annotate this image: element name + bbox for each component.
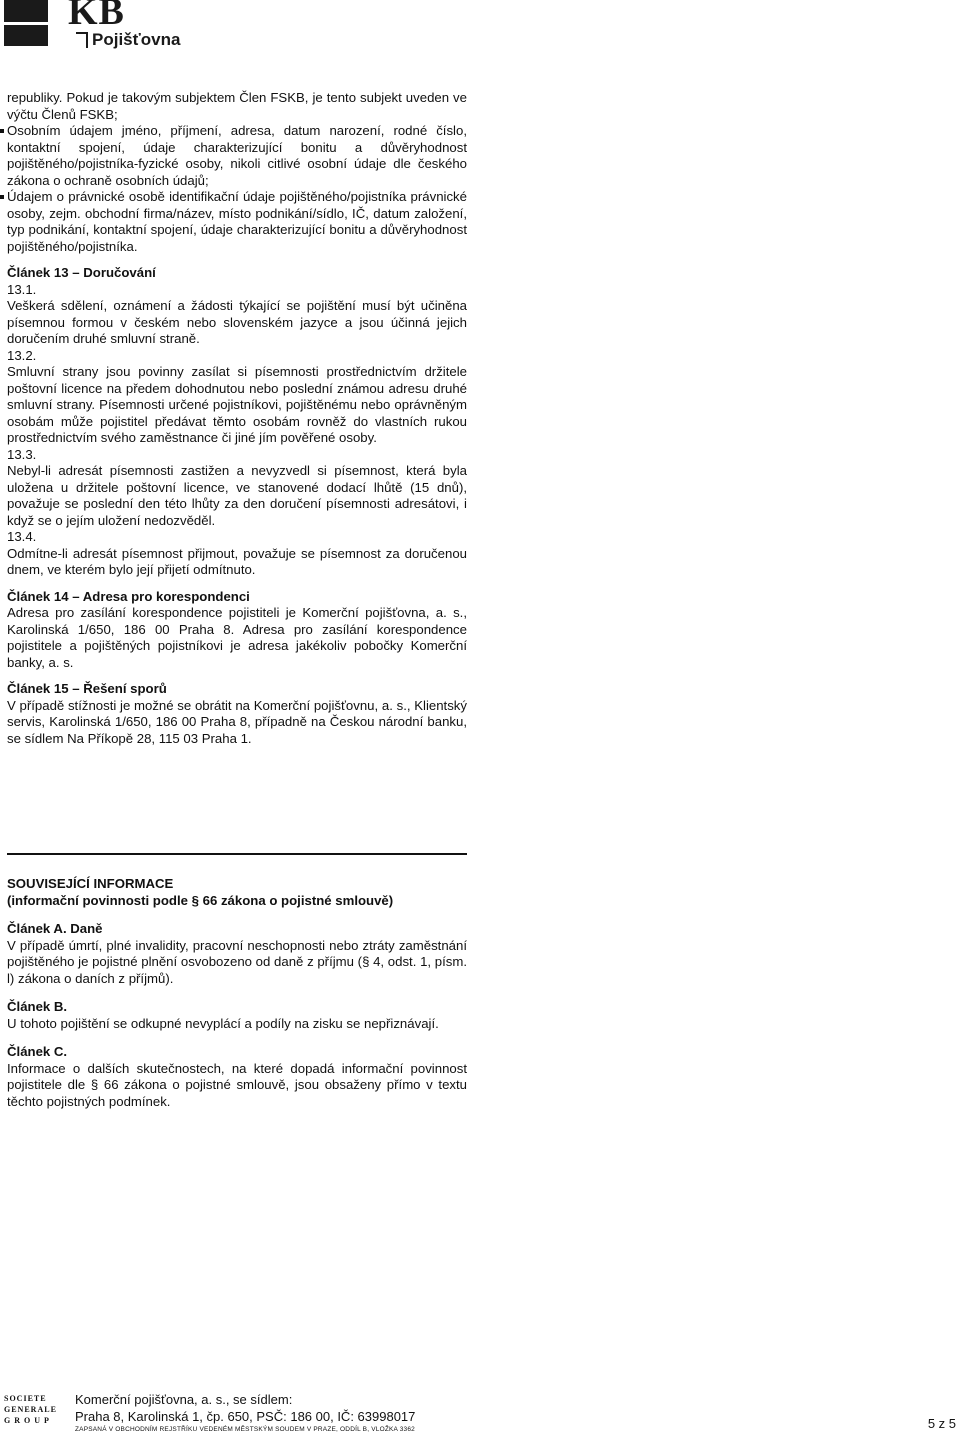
- logo-mark: [4, 0, 48, 46]
- societe-generale-logo: [4, 1393, 57, 1426]
- sg-line: G R O U P: [4, 1416, 50, 1425]
- page-number: 5 z 5: [927, 1416, 956, 1431]
- footer-company-info: [75, 1391, 415, 1434]
- article-14-heading: Článek 14 – Adresa pro korespondenci: [7, 588, 250, 604]
- article-c-text: Informace o dalších skutečnostech, na které dopadá informační povinnost pojistitele dle § 66 zákona o pojistné smlouvě, jsou obsaženy přímo v textu těchto pojistných podmínek.: [7, 1060, 467, 1109]
- logo-subtitle: Pojišťovna: [92, 30, 181, 49]
- article-c-heading: Článek C.: [7, 1044, 68, 1059]
- paragraph: republiky. Pokud je takovým subjektem Člen FSKB, je tento subjekt uveden ve výčtu Členů FSKB;: [7, 90, 467, 122]
- document-body: [7, 90, 467, 747]
- related-subtitle: (informační povinnosti podle § 66 zákona o pojistné smlouvě): [7, 892, 394, 908]
- article-15-text: V případě stížnosti je možné se obrátit na Komerční pojišťovnu, a. s., Klientský servis, Karolinská 1/650, 186 00 Praha 8, případně na Českou národní banku, se sídlem Na Příkopě 28, 115 03 Praha 1.: [7, 697, 467, 746]
- bullet-item: Osobním údajem jméno, příjmení, adresa, datum narození, rodné číslo, kontaktní spojení, údaje charakterizující bonitu a důvěryhodnost pojištěného/pojistníka-fyzické osoby, nikoli citlivé osobní údaje dle českého zákona o ochraně osobních údajů;: [7, 123, 467, 188]
- clause-text: Smluvní strany jsou povinny zasílat si písemnosti prostřednictvím držitele poštovní licence na předem dohodnutou nebo poslední známou adresu druhé smluvní strany. Písemnosti určené pojistníkovi, pojištěnému nebo oprávněným osobám může pojistitel předávat těmto osobám rovněž do vlastních rukou prostřednictvím svého zaměstnance či jiné jím pověřené osoby.: [7, 364, 467, 445]
- clause-number: 13.1.: [7, 281, 37, 297]
- clause-number: 13.3.: [7, 446, 37, 462]
- footer-address: Praha 8, Karolinská 1, čp. 650, PSČ: 186 00, IČ: 63998017: [75, 1409, 416, 1424]
- clause-number: 13.2.: [7, 347, 37, 363]
- clause-text: Nebyl-li adresát písemnosti zastižen a nevyzvedl si písemnost, která byla uložena u držitele poštovní licence, ve stanovené dodací lhůtě (15 dnů), považuje se poslední den této lhůty za den doručení písemnosti adresátovi, i když se o jejím uložení nedozvěděl.: [7, 463, 467, 528]
- article-15-heading: Článek 15 – Řešení sporů: [7, 681, 167, 696]
- footer-registry: ZAPSANÁ V OBCHODNÍM REJSTŘÍKU VEDENÉM MĚSTSKÝM SOUDEM V PRAZE, ODDÍL B, VLOŽKA 3362: [75, 1426, 415, 1433]
- related-information: [7, 876, 467, 1110]
- section-divider: [7, 853, 467, 855]
- related-title: SOUVISEJÍCÍ INFORMACE: [7, 876, 174, 891]
- clause-text: Odmítne-li adresát písemnost přijmout, považuje se písemnost za doručenou dnem, ve kterém bylo její přijetí odmítnuto.: [7, 545, 467, 577]
- sg-line: GENERALE: [4, 1405, 57, 1414]
- article-b-text: U tohoto pojištění se odkupné nevyplácí a podíly na zisku se nepřiznávají.: [7, 1015, 439, 1031]
- clause-text: Veškerá sdělení, oznámení a žádosti týkající se pojištění musí být učiněna písemnou formou v českém nebo slovenském jazyce a jsou účinná jejich doručením druhé smluvní straně.: [7, 298, 467, 346]
- footer-company: Komerční pojišťovna, a. s., se sídlem:: [75, 1392, 293, 1407]
- logo-kb-text: KB: [68, 0, 125, 33]
- article-14-text: Adresa pro zasílání korespondence pojistiteli je Komerční pojišťovna, a. s., Karolinská 1/650, 186 00 Praha 8. Adresa pro zasílání korespondence pojistitele a pojištěných pojistníkovi je adresa jakékoliv pobočky Komerční banky, a. s.: [7, 605, 467, 670]
- logo-bracket-icon: [76, 32, 88, 48]
- bullet-item: Údajem o právnické osobě identifikační údaje pojištěného/pojistníka právnické osoby, zejm. obchodní firma/název, místo podnikání/sídlo, IČ, datum založení, typ podnikání, kontaktní spojení, údaje charakterizující bonitu a důvěryhodnost pojištěného/pojistníka.: [7, 189, 467, 254]
- article-b-heading: Článek B.: [7, 999, 68, 1014]
- article-a-text: V případě úmrtí, plné invalidity, pracovní neschopnosti nebo ztráty zaměstnání pojištěného je pojistné plnění osvobozeno od daně z příjmu (§ 4, odst. 1, písm. l) zákona o daních z příjmů).: [7, 937, 467, 986]
- clause-number: 13.4.: [7, 529, 37, 544]
- article-a-heading: Článek A. Daně: [7, 921, 103, 936]
- article-13-heading: Článek 13 – Doručování: [7, 265, 156, 280]
- sg-line: SOCIETE: [4, 1394, 47, 1403]
